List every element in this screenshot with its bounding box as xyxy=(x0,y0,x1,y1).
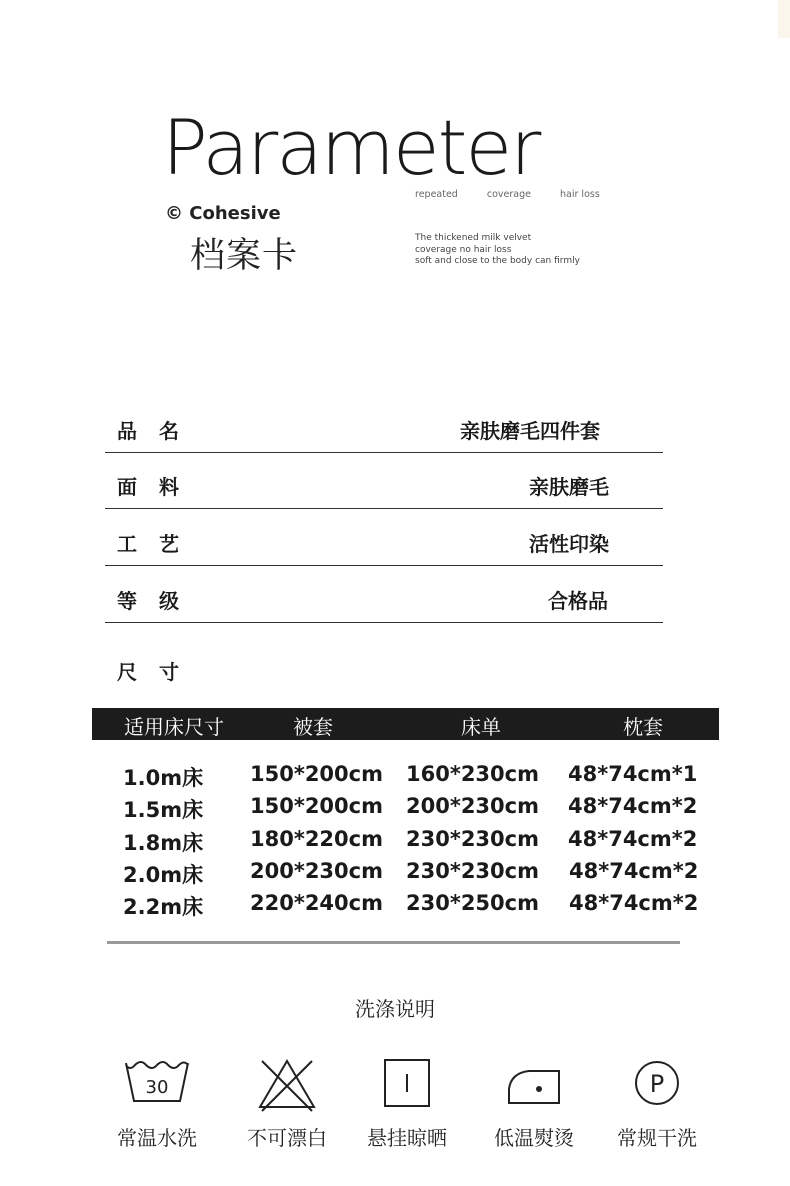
param-label: 面料 xyxy=(117,475,201,499)
table-cell: 48*74cm*2 xyxy=(568,827,698,851)
product-description xyxy=(415,233,580,268)
table-cell: 230*230cm xyxy=(406,827,539,851)
table-cell: 2.2m床 xyxy=(123,895,204,919)
table-divider xyxy=(107,941,680,944)
param-value: 活性印染 xyxy=(529,532,609,556)
wash-temp: 30 xyxy=(145,1077,169,1098)
iron-low-icon xyxy=(499,1055,569,1115)
table-cell: 48*74cm*2 xyxy=(569,859,699,883)
table-cell: 180*220cm xyxy=(250,827,383,851)
corner-mark xyxy=(778,0,790,38)
care-label: 低温熨烫 xyxy=(494,1126,574,1150)
param-row-craft xyxy=(105,509,663,566)
table-cell: 230*230cm xyxy=(406,859,539,883)
table-cell: 150*200cm xyxy=(250,794,383,818)
param-label: 品名 xyxy=(117,419,201,443)
table-cell: 48*74cm*2 xyxy=(568,794,698,818)
hang-dry-icon xyxy=(372,1055,442,1115)
table-cell: 200*230cm xyxy=(250,859,383,883)
param-value: 亲肤磨毛四件套 xyxy=(460,419,600,443)
care-item-iron xyxy=(474,1055,594,1151)
care-item-hang-dry xyxy=(347,1055,467,1151)
wash-30-icon xyxy=(122,1055,192,1115)
chinese-title: 档案卡 xyxy=(190,236,299,276)
param-row-grade xyxy=(105,566,663,623)
param-label: 等级 xyxy=(117,589,201,613)
table-header-cell: 枕套 xyxy=(623,715,663,739)
care-item-wash xyxy=(97,1055,217,1151)
tag-item: coverage xyxy=(486,189,531,200)
table-cell: 200*230cm xyxy=(406,794,539,818)
care-label: 常温水洗 xyxy=(117,1126,197,1150)
care-item-no-bleach xyxy=(227,1055,347,1151)
table-cell: 48*74cm*2 xyxy=(569,891,699,915)
dry-clean-p-icon xyxy=(622,1055,692,1115)
description-line: The thickened milk velvet xyxy=(415,233,532,243)
care-label: 不可漂白 xyxy=(247,1126,327,1150)
description-line: soft and close to the body can firmly xyxy=(415,256,580,266)
brand-name: © Cohesive xyxy=(165,203,281,224)
param-row-name xyxy=(105,396,663,453)
param-value: 亲肤磨毛 xyxy=(529,475,609,499)
care-label: 常规干洗 xyxy=(617,1126,697,1150)
table-cell: 1.8m床 xyxy=(123,831,204,855)
table-cell: 48*74cm*1 xyxy=(568,762,698,786)
description-line: coverage no hair loss xyxy=(415,244,512,255)
size-section-label: 尺寸 xyxy=(117,660,201,684)
table-row xyxy=(0,762,790,794)
table-cell: 160*230cm xyxy=(406,762,539,786)
dry-clean-letter: P xyxy=(649,1070,665,1098)
table-cell: 150*200cm xyxy=(250,762,383,786)
tag-item: hair loss xyxy=(560,189,600,200)
page-title: Parameter xyxy=(162,103,540,192)
table-cell: 1.5m床 xyxy=(123,798,204,822)
tag-item: repeated xyxy=(415,189,458,200)
title-tags xyxy=(415,189,626,200)
table-row xyxy=(0,827,790,859)
param-label: 工艺 xyxy=(117,532,201,556)
table-cell: 1.0m床 xyxy=(123,766,204,790)
table-row xyxy=(0,794,790,826)
size-table-header xyxy=(92,708,719,740)
table-header-cell: 被套 xyxy=(293,715,333,739)
param-value: 合格品 xyxy=(548,589,608,613)
table-cell: 220*240cm xyxy=(250,891,383,915)
table-cell: 230*250cm xyxy=(406,891,539,915)
param-row-fabric xyxy=(105,452,663,509)
care-label: 悬挂晾晒 xyxy=(367,1126,447,1150)
table-cell: 2.0m床 xyxy=(123,863,204,887)
table-header-cell: 床单 xyxy=(461,715,501,739)
table-row xyxy=(0,859,790,891)
care-section-title: 洗涤说明 xyxy=(355,997,435,1021)
table-row xyxy=(0,891,790,923)
care-item-dry-clean xyxy=(597,1055,717,1151)
no-bleach-icon xyxy=(252,1055,322,1115)
table-header-cell: 适用床尺寸 xyxy=(124,715,224,739)
